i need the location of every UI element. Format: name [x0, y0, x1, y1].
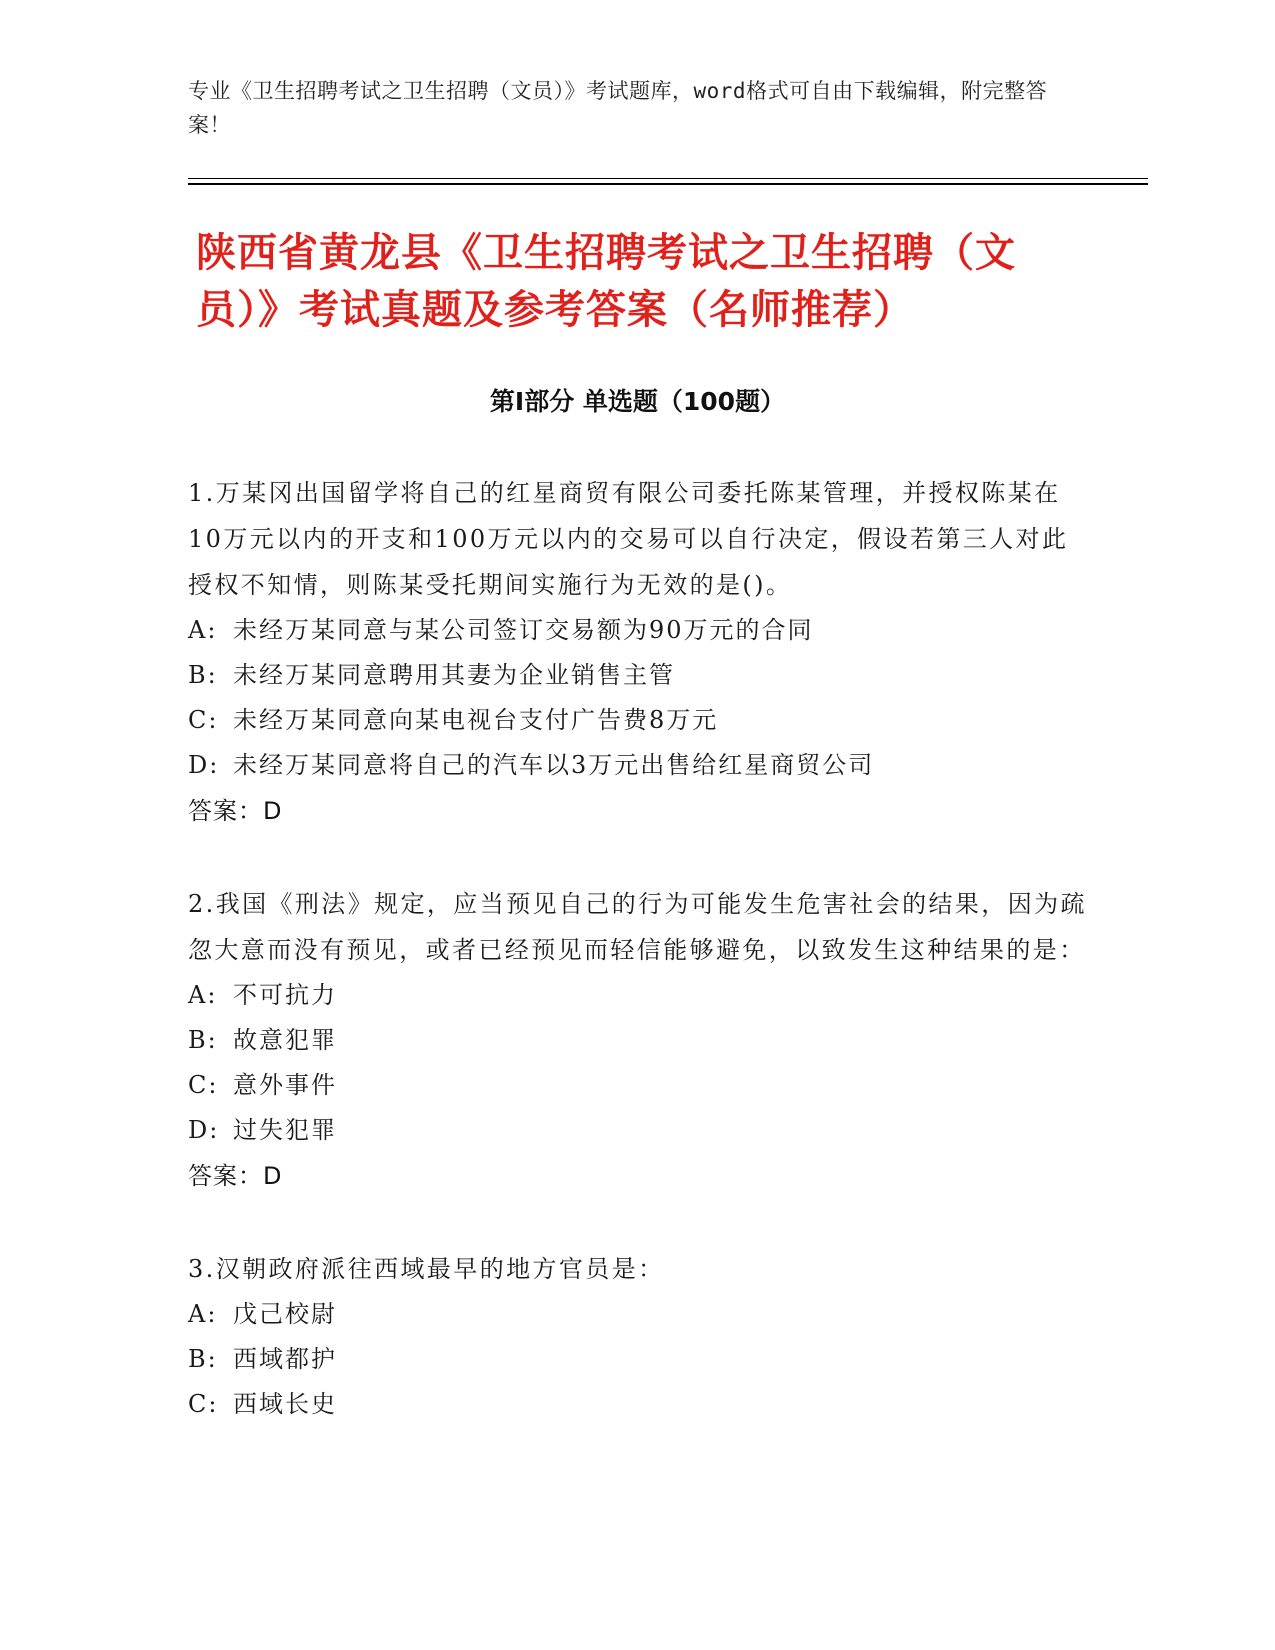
option-text: 故意犯罪 — [233, 1026, 337, 1054]
answer-value: D — [263, 797, 283, 825]
option-text: 西域长史 — [233, 1390, 337, 1418]
question-stem: 1.万某冈出国留学将自己的红星商贸有限公司委托陈某管理，并授权陈某在10万元以内的开支和100万元以内的交易可以自行决定，假设若第三人对此授权不知情，则陈某受托期间实施行为无效的是()。 — [188, 479, 1069, 599]
option-text: 西域都护 — [233, 1345, 337, 1373]
option-key: A: — [188, 1300, 218, 1328]
answer-line — [188, 788, 1088, 834]
question-stem: 3.汉朝政府派往西域最早的地方官员是： — [188, 1255, 665, 1283]
option-key: A: — [188, 981, 218, 1009]
header-note: 专业《卫生招聘考试之卫生招聘（文员）》考试题库，word格式可自由下载编辑，附完整答案！ — [188, 79, 1048, 137]
option-text: 过失犯罪 — [233, 1116, 337, 1144]
question-2 — [188, 881, 1088, 1199]
option-a — [188, 1292, 1088, 1337]
option-b — [188, 1337, 1088, 1382]
option-c — [188, 698, 1088, 743]
option-b — [188, 653, 1088, 698]
option-a — [188, 973, 1088, 1018]
option-key: C: — [188, 1071, 219, 1099]
option-key: C: — [188, 1390, 219, 1418]
section-title: 第Ⅰ部分 单选题（100题） — [489, 387, 786, 416]
option-d — [188, 743, 1088, 788]
question-3 — [188, 1246, 1088, 1427]
header-rule-thick — [188, 183, 1148, 185]
option-key: C: — [188, 706, 219, 734]
option-key: B: — [188, 661, 218, 689]
answer-line — [188, 1153, 1088, 1199]
option-c — [188, 1382, 1088, 1427]
option-text: 未经万某同意聘用其妻为企业销售主管 — [233, 661, 675, 689]
question-list — [188, 470, 1088, 1474]
question-1 — [188, 470, 1088, 834]
answer-value: D — [263, 1162, 283, 1190]
option-text: 未经万某同意向某电视台支付广告费8万元 — [233, 706, 719, 734]
option-key: D: — [188, 751, 220, 779]
option-key: A: — [188, 616, 218, 644]
option-b — [188, 1018, 1088, 1063]
question-stem: 2.我国《刑法》规定，应当预见自己的行为可能发生危害社会的结果，因为疏忽大意而没有预见，或者已经预见而轻信能够避免，以致发生这种结果的是： — [188, 890, 1087, 964]
option-text: 戊己校尉 — [233, 1300, 337, 1328]
option-text: 未经万某同意与某公司签订交易额为90万元的合同 — [233, 616, 814, 644]
option-d — [188, 1108, 1088, 1153]
answer-label: 答案： — [188, 1162, 263, 1190]
option-text: 意外事件 — [233, 1071, 337, 1099]
header-rule-thin — [188, 178, 1148, 179]
option-key: D: — [188, 1116, 220, 1144]
option-key: B: — [188, 1026, 218, 1054]
option-a — [188, 608, 1088, 653]
option-key: B: — [188, 1345, 218, 1373]
document-title: 陕西省黄龙县《卫生招聘考试之卫生招聘（文员）》考试真题及参考答案（名师推荐） — [196, 230, 1016, 333]
option-text: 不可抗力 — [233, 981, 337, 1009]
answer-label: 答案： — [188, 797, 263, 825]
option-text: 未经万某同意将自己的汽车以3万元出售给红星商贸公司 — [233, 751, 875, 779]
option-c — [188, 1063, 1088, 1108]
